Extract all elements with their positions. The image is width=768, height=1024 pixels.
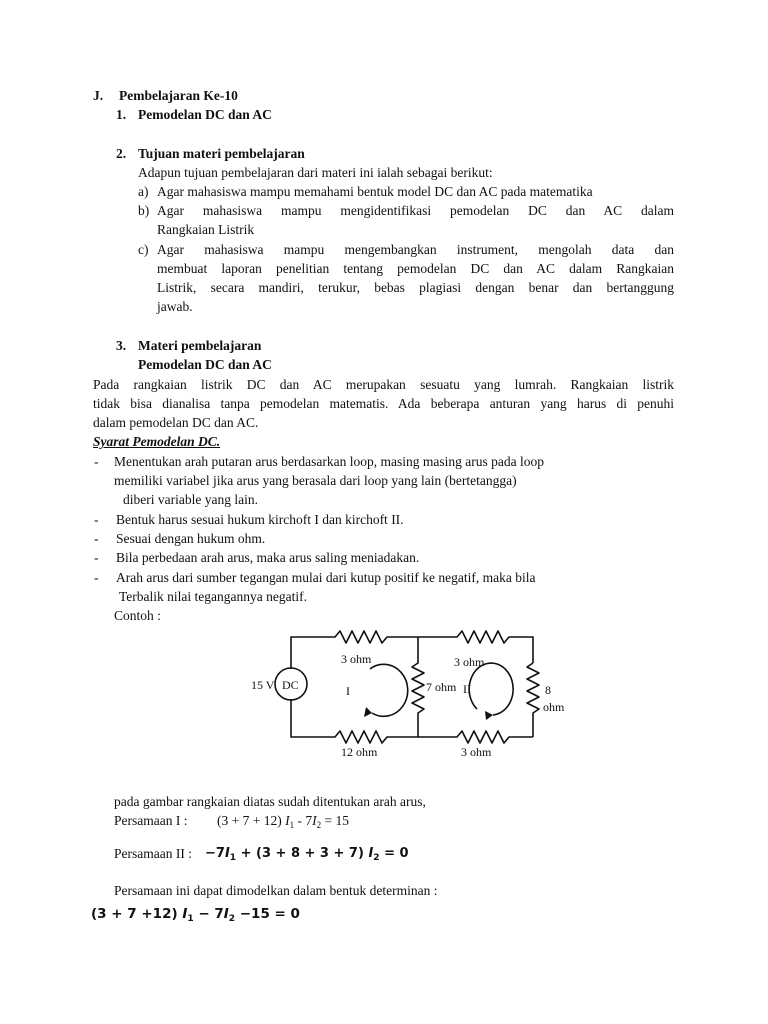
objective-c-line: Agar mahasiswa mampu mengembangkan instrument, mengolah data dan <box>157 242 674 257</box>
resistor-bottom-left-label: 12 ohm <box>341 745 378 759</box>
section-3-title: Materi pembelajaran <box>138 338 262 353</box>
chapter-title: Pembelajaran Ke-10 <box>119 88 238 103</box>
bullet-dash: - <box>94 570 99 585</box>
paragraph-line: Pada rangkaian listrik DC dan AC merupakan sesuatu yang lumrah. Rangkaian listrik <box>93 377 674 392</box>
syarat-heading: Syarat Pemodelan DC. <box>93 434 221 449</box>
section-3-subtitle: Pemodelan DC dan AC <box>138 357 272 372</box>
objectives-intro: Adapun tujuan pembelajaran dari materi ini ialah sebagai berikut: <box>138 165 493 180</box>
section-2-number: 2. <box>116 146 127 161</box>
objective-c-line: Listrik, secara mandiri, terukur, bebas plagiasi dengan benar dan bertanggung <box>157 280 674 295</box>
bullet-dash: - <box>94 454 99 469</box>
objective-b-line: Agar mahasiswa mampu mengidentifikasi pemodelan DC dan AC dalam <box>157 203 674 218</box>
resistor-bottom-right-label: 3 ohm <box>461 745 492 759</box>
equation-1-label: Persamaan I : <box>114 813 188 828</box>
objective-c-marker: c) <box>138 242 149 257</box>
circuit-labels <box>251 652 565 759</box>
bullet-dash: - <box>94 531 99 546</box>
objective-b-line: Rangkaian Listrik <box>157 222 255 237</box>
section-1-title: Pemodelan DC dan AC <box>138 107 272 122</box>
loop-1-label: I <box>346 684 350 698</box>
objective-c-line: jawab. <box>157 299 193 314</box>
circuit-diagram <box>245 625 565 765</box>
chapter-letter: J. <box>93 88 104 103</box>
bullet-line: Bentuk harus sesuai hukum kirchoft I dan kirchoft II. <box>116 512 404 527</box>
objective-a-line: Agar mahasiswa mampu memahami bentuk model DC dan AC pada matematika <box>157 184 593 199</box>
source-voltage-label: 15 V <box>251 678 275 692</box>
paragraph-line: tidak bisa dianalisa tanpa pemodelan matematis. Ada beberapa anturan yang harus di penuhi <box>93 396 674 411</box>
example-label: Contoh : <box>114 608 161 623</box>
bullet-line: Menentukan arah putaran arus berdasarkan loop, masing masing arus pada loop <box>114 454 544 469</box>
objective-c-line: membuat laporan penelitian tentang pemodelan DC dan AC dalam Rangkaian <box>157 261 674 276</box>
bullet-line: diberi variable yang lain. <box>123 492 258 507</box>
section-1-number: 1. <box>116 107 127 122</box>
bullet-line: Bila perbedaan arah arus, maka arus saling meniadakan. <box>116 550 420 565</box>
source-dc-label: DC <box>282 678 299 692</box>
objective-b-marker: b) <box>138 203 150 218</box>
resistor-top-left-label: 3 ohm <box>341 652 372 666</box>
bullet-dash: - <box>94 550 99 565</box>
bullet-line: Sesuai dengan hukum ohm. <box>116 531 266 546</box>
bullet-dash: - <box>94 512 99 527</box>
resistor-top-right-label: 3 ohm <box>454 655 485 669</box>
resistor-right-unit: ohm <box>543 700 565 714</box>
resistor-middle-label: 7 ohm <box>426 680 457 694</box>
bullet-line: Terbalik nilai tegangannya negatif. <box>119 589 307 604</box>
bullet-line: memiliki variabel jika arus yang berasala dari loop yang lain (bertetangga) <box>114 473 517 488</box>
equation-3: (3 + 7 +12) $I_1 - 7I_2 -15 = 0$ <box>91 906 300 924</box>
circuit-explanation: pada gambar rangkaian diatas sudah ditentukan arah arus, <box>114 794 426 809</box>
objective-a-marker: a) <box>138 184 149 199</box>
section-3-number: 3. <box>116 338 127 353</box>
section-2-title: Tujuan materi pembelajaran <box>138 146 305 161</box>
loop-2-label: II <box>463 682 471 696</box>
paragraph-line: dalam pemodelan DC dan AC. <box>93 415 259 430</box>
equation-2: $-7I_1 + (3 + 8 + 3 + 7) I_2 = 0$ <box>205 846 409 863</box>
resistor-right-value: 8 <box>545 683 551 697</box>
bullet-line: Arah arus dari sumber tegangan mulai dari kutup positif ke negatif, maka bila <box>116 570 536 585</box>
determinant-intro: Persamaan ini dapat dimodelkan dalam bentuk determinan : <box>114 883 438 898</box>
equation-1: (3 + 7 + 12) $I_1 - 7I_2 = 15$ <box>217 813 349 830</box>
equation-2-label: Persamaan II : <box>114 846 192 861</box>
